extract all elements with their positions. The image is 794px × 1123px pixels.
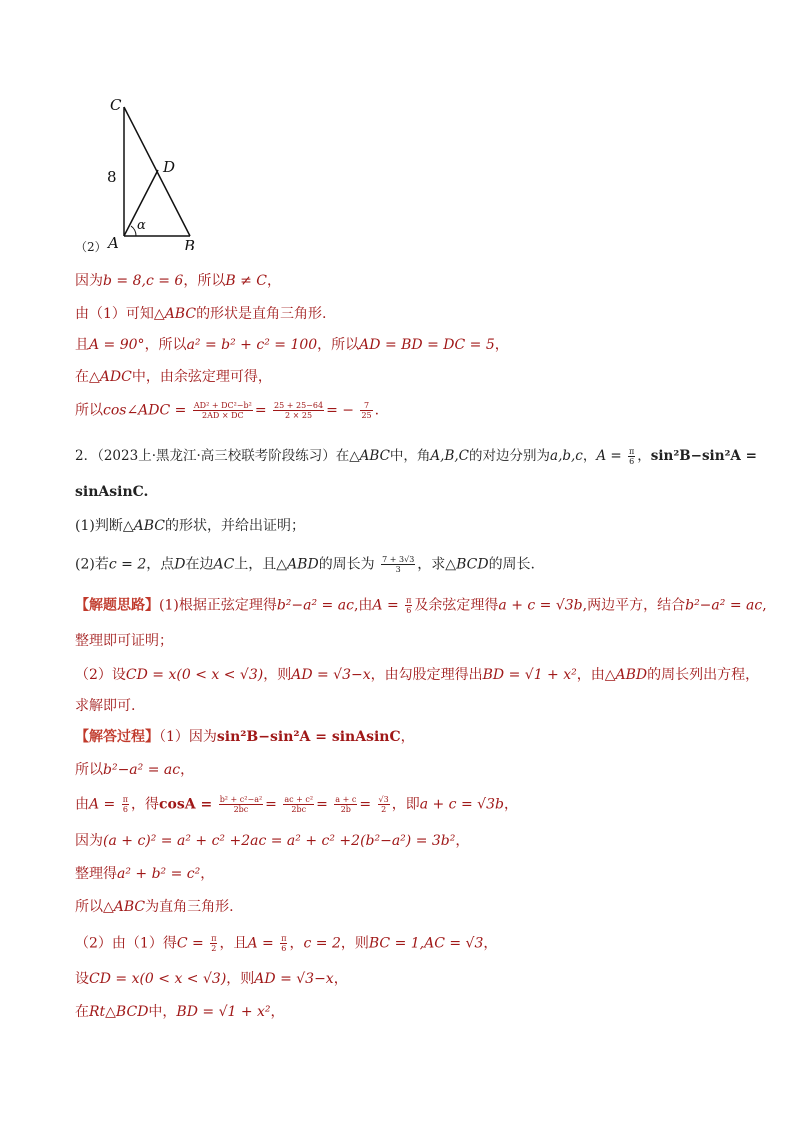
angle-label: α <box>137 218 146 233</box>
idea-line-3: （2）设CD = x(0 < x < √3)，则AD = √3−x，由勾股定理得出BD = √1 + x²，由△ABD的周长列出方程， <box>75 667 760 683</box>
proc-line-5: 整理得a² + b² = c²， <box>75 866 215 882</box>
idea-line-4: 求解即可. <box>75 698 136 714</box>
label-d: D <box>163 158 176 176</box>
sol-line-1: 因为b = 8,c = 6，所以B ≠ C， <box>75 273 281 289</box>
proc-line-3: 由A = $\frac{\pi}{6}$ ，得cosA = $\frac{\text{b² + c²−a²}}{2bc}$ = $\frac{\text{ac + c²}}{2bc}$ = $\frac{a + c}{2b}$ = $\frac{√3}{2}$ ，即a + c = √3b， <box>75 795 518 814</box>
q2-line-4: (2)若c = 2，点D在边AC上，且△ABD的周长为 $\frac{7 + 3√3}{3}$ ，求△BCD的周长. <box>75 555 536 574</box>
process-heading: 【解答过程】 <box>75 729 159 745</box>
triangle-figure <box>100 90 240 250</box>
idea-line-1: 【解题思路】(1)根据正弦定理得b²−a² = ac,由A = $\frac{\pi}{6}$ 及余弦定理得a + c = √3b,两边平方，结合b²−a² = ac, <box>75 596 767 615</box>
proc-line-8: 设CD = x(0 < x < √3)，则AD = √3−x， <box>75 971 348 987</box>
proc-line-1: 【解答过程】（1）因为sin²B−sin²A = sinAsinC， <box>75 729 415 745</box>
part2-label: （2） <box>75 240 107 254</box>
side-label: 8 <box>107 168 117 186</box>
idea-heading: 【解题思路】 <box>75 597 159 614</box>
label-a: A <box>108 234 119 250</box>
proc-line-7: （2）由（1）得C = $\frac{\pi}{2}$ ，且A = $\frac{\pi}{6}$ ，c = 2，则BC = 1,AC = √3， <box>75 934 498 953</box>
proc-line-4: 因为(a + c)² = a² + c² +2ac = a² + c² +2(b²−a²) = 3b²， <box>75 833 470 849</box>
q2-line-2: sinAsinC. <box>75 484 149 500</box>
label-b: B <box>184 237 196 250</box>
q2-line-3: (1)判断△ABC的形状，并给出证明； <box>75 518 305 534</box>
q2-line-1: 2．（2023上·黑龙江·高三校联考阶段练习）在△ABC中，角A,B,C的对边分别为a,b,c，A = $\frac{\pi}{6}$ ，sin²B−sin²A = <box>75 447 757 466</box>
sol-line-2: 由（1）可知△ABC的形状是直角三角形. <box>75 306 327 322</box>
label-c: C <box>110 96 122 114</box>
proc-line-9: 在Rt△BCD中，BD = √1 + x²， <box>75 1004 285 1020</box>
sol-line-3: 且A = 90°，所以a² = b² + c² = 100，所以AD = BD = DC = 5， <box>75 337 509 353</box>
sol-line-4: 在△ADC中，由余弦定理可得， <box>75 369 272 385</box>
proc-line-6: 所以△ABC为直角三角形. <box>75 899 234 915</box>
proc-line-2: 所以b²−a² = ac， <box>75 762 195 778</box>
sol-line-5: 所以cos∠ADC = $\frac{\text{AD² + DC²−b²}}{2AD \times DC}$ = $\frac{25 + 25-64}{2 \times 25}$ = − $\frac{7}{25}$ . <box>75 401 380 420</box>
idea-line-2: 整理即可证明； <box>75 633 173 649</box>
